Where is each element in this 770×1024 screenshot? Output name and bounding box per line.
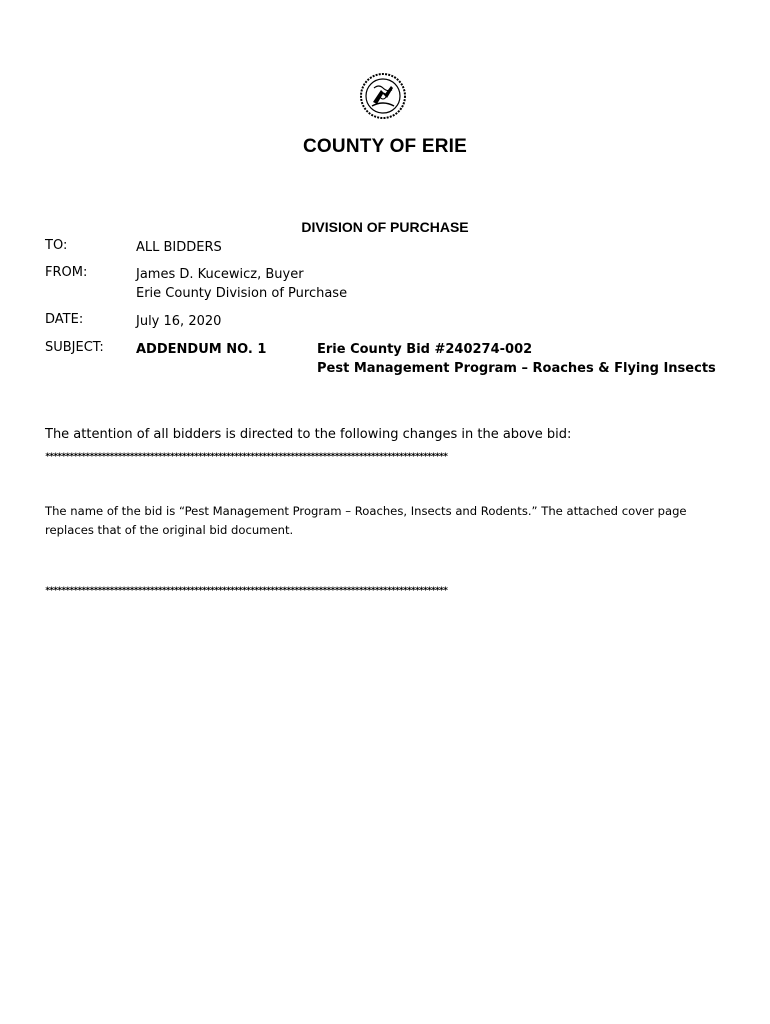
from-line-2: Erie County Division of Purchase xyxy=(136,286,348,301)
from-value xyxy=(136,265,347,303)
subject-label: SUBJECT: xyxy=(45,340,104,355)
from-label: FROM: xyxy=(45,265,88,280)
county-title: COUNTY OF ERIE xyxy=(303,136,467,157)
separator-bottom: **************************************************************************************************** xyxy=(45,586,447,596)
subject-addendum: ADDENDUM NO. 1 xyxy=(136,342,267,357)
subject-bid xyxy=(317,340,716,378)
attention-text: The attention of all bidders is directed to the following changes in the above bid: xyxy=(45,427,572,442)
division-title: DIVISION OF PURCHASE xyxy=(301,219,469,235)
to-value: ALL BIDDERS xyxy=(136,240,222,255)
date-label: DATE: xyxy=(45,312,84,327)
county-seal-icon xyxy=(359,72,407,120)
bid-title: Pest Management Program – Roaches & Flying Insects xyxy=(317,361,716,376)
date-value: July 16, 2020 xyxy=(136,314,222,329)
to-label: TO: xyxy=(45,238,68,253)
body-paragraph: The name of the bid is “Pest Management Program – Roaches, Insects and Rodents.” The attached cover page replaces that of the original bid document. xyxy=(45,504,687,537)
separator-top: **************************************************************************************************** xyxy=(45,452,447,462)
from-line-1: James D. Kucewicz, Buyer xyxy=(136,267,304,282)
bid-number: Erie County Bid #240274-002 xyxy=(317,342,533,357)
